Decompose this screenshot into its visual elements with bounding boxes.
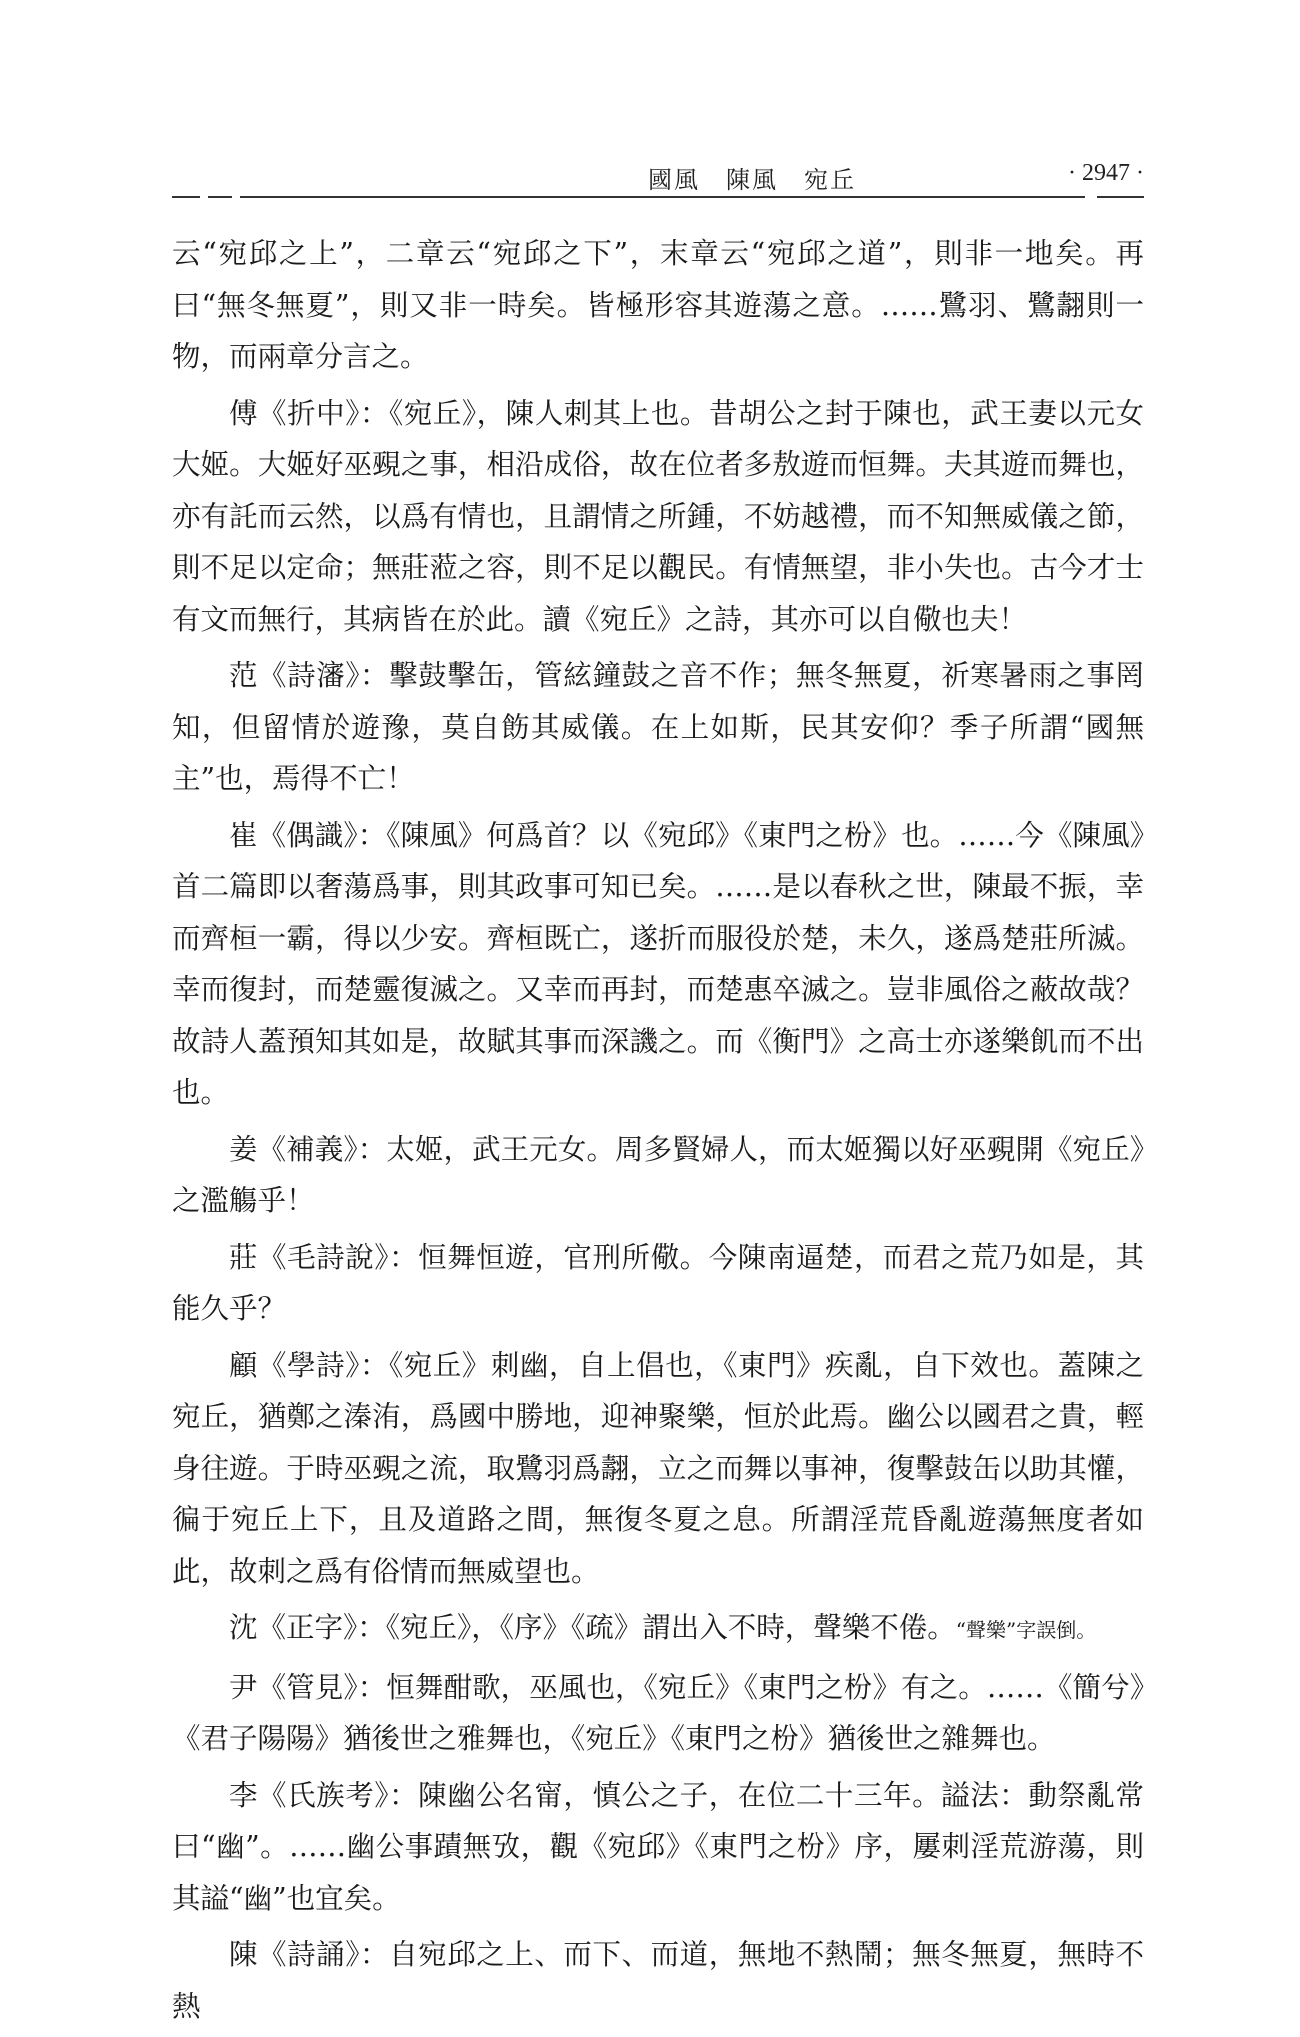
paragraph [172,1602,1144,1657]
paragraph: 李《氏族考》：陳幽公名甯，慎公之子，在位二十三年。謚法：動祭亂常曰“幽”。……幽公事蹟無攷，觀《宛邱》《東門之枌》序，屢刺淫荒游蕩，則其謚“幽”也宜矣。 [172,1778,1144,1915]
commentary-text [172,228,1144,2037]
page-number: · 2947 · [1068,160,1144,186]
annotation-note: “聲樂”字誤倒。 [955,1618,1097,1642]
paragraph: 顧《學詩》：《宛丘》刺幽，自上倡也，《東門》疾亂，自下效也。蓋陳之宛丘，猶鄭之溱洧，爲國中勝地，迎神聚樂，恒於此焉。幽公以國君之貴，輕身往遊。于時巫覡之流，取鷺羽爲翿，立之而舞以事神，復擊鼓缶以助其懽，徧于宛丘上下，且及道路之間，無復冬夏之息。所謂淫荒昏亂遊蕩無度者如此，故刺之爲有俗情而無威望也。 [172,1348,1144,1588]
header-rule-left [172,196,200,198]
paragraph: 尹《管見》：恒舞酣歌，巫風也，《宛丘》《東門之枌》有之。……《簡兮》《君子陽陽》猶後世之雅舞也，《宛丘》《東門之枌》猶後世之雜舞也。 [172,1670,1144,1755]
paragraph: 崔《偶識》：《陳風》何爲首？以《宛邱》《東門之枌》也。……今《陳風》首二篇即以奢蕩爲事，則其政事可知已矣。……是以春秋之世，陳最不振，幸而齊桓一霸，得以少安。齊桓既亡，遂折而服役於楚，未久，遂爲楚莊所滅。幸而復封，而楚靈復滅之。又幸而再封，而楚惠卒滅之。豈非風俗之蔽故哉？故詩人蓋預知其如是，故賦其事而深譏之。而《衡門》之高士亦遂樂飢而不出也。 [172,818,1144,1109]
paragraph: 傅《折中》：《宛丘》，陳人刺其上也。昔胡公之封于陳也，武王妻以元女大姬。大姬好巫覡之事，相沿成俗，故在位者多敖遊而恒舞。夫其遊而舞也，亦有託而云然，以爲有情也，且謂情之所鍾，不妨越禮，而不知無威儀之節，則不足以定命；無莊蒞之容，則不足以觀民。有情無望，非小失也。古今才士有文而無行，其病皆在於此。讀《宛丘》之詩，其亦可以自儆也夫！ [172,396,1144,636]
paragraph: 范《詩瀋》：擊鼓擊缶，管絃鐘鼓之音不作；無冬無夏，祈寒暑雨之事罔知，但留情於遊豫，莫自飭其威儀。在上如斯，民其安仰？季子所謂“國無主”也，焉得不亡！ [172,659,1144,795]
paragraph-text: 沈《正字》：《宛丘》，《序》《疏》謂出入不時，聲樂不倦。 [229,1611,956,1644]
header-rule-left-2 [208,196,232,198]
paragraph: 云“宛邱之上”，二章云“宛邱之下”，末章云“宛邱之道”，則非一地矣。再曰“無冬無夏”，則又非一時矣。皆極形容其遊蕩之意。……鷺羽、鷺翿則一物，而兩章分言之。 [172,237,1144,373]
header-rule-right [1097,196,1144,198]
header-rule-main [240,196,1085,198]
paragraph: 姜《補義》：太姬，武王元女。周多賢婦人，而太姬獨以好巫覡開《宛丘》之濫觴乎！ [172,1132,1144,1217]
running-head: 國風 陳風 宛丘 [648,166,856,194]
paragraph: 陳《詩誦》：自宛邱之上、而下、而道，無地不熱鬧；無冬無夏，無時不熱 [172,1938,1144,2023]
paragraph: 莊《毛詩說》：恒舞恒遊，官刑所儆。今陳南逼楚，而君之荒乃如是，其能久乎？ [172,1240,1144,1325]
page-header [172,160,1144,200]
